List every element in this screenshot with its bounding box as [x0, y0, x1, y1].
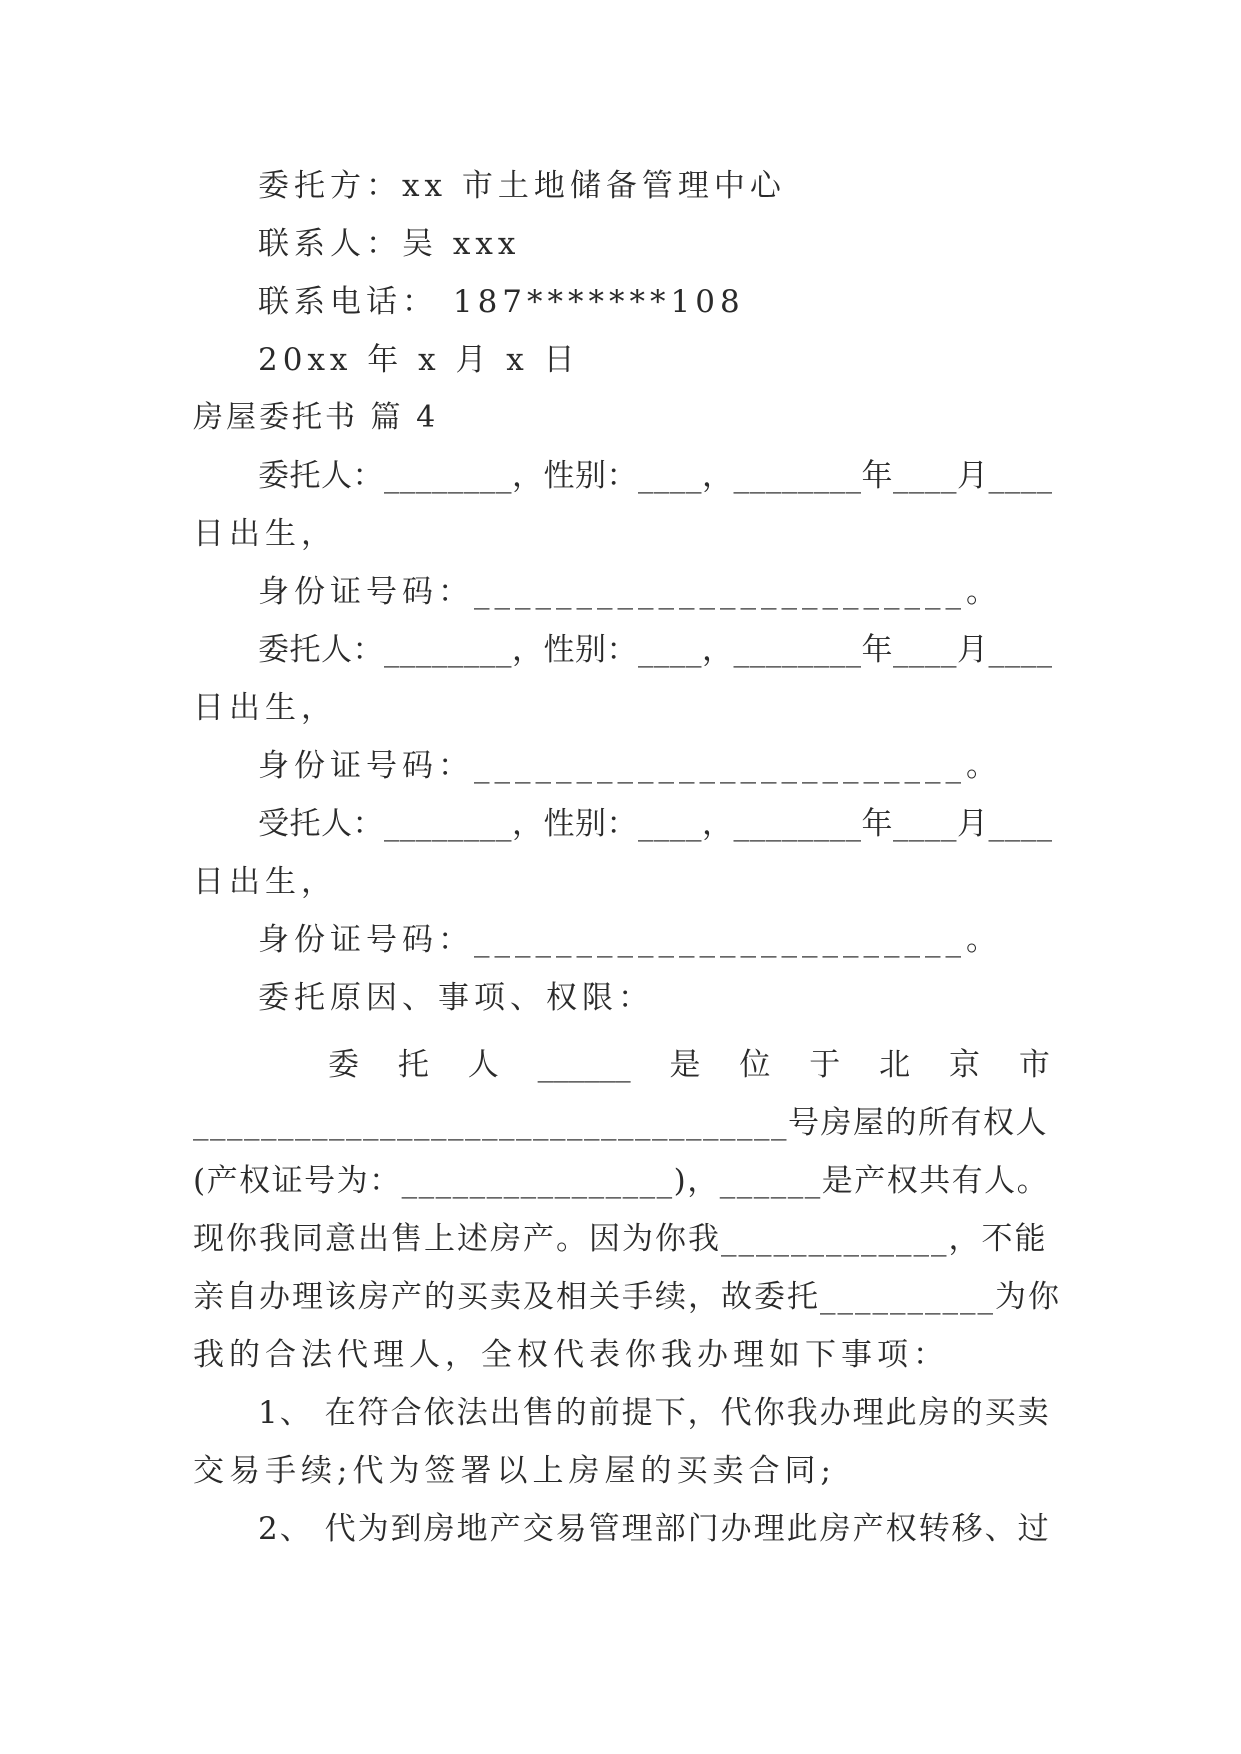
property-line: ___________________________________号房屋的所有权人: [193, 1105, 1048, 1141]
spread-word: 北: [879, 1047, 911, 1083]
reason-heading: 委托原因、事项、权限：: [258, 980, 654, 1016]
body-line: 亲自办理该房产的买卖及相关手续，故委托__________为你: [193, 1279, 1061, 1315]
spread-word: ______: [537, 1047, 631, 1083]
birth-2-line: 日出生，: [193, 690, 337, 726]
date-line: 20xx 年 x 月 x 日: [258, 342, 580, 378]
spread-word: 位: [739, 1047, 771, 1083]
principal-1-line: 委托人：________，性别：____，________年____月____: [258, 458, 1053, 494]
certificate-line: (产权证号为：________________)，______是产权共有人。: [193, 1163, 1050, 1199]
id-number-1-line: 身份证号码：________________________。: [258, 574, 1002, 610]
body-line: 现你我同意出售上述房产。因为你我_____________，不能: [193, 1221, 1048, 1257]
body-line: 我的合法代理人，全权代表你我办理如下事项：: [193, 1337, 949, 1373]
justified-text-line: [328, 1045, 1050, 1085]
principal-2-line: 委托人：________，性别：____，________年____月____: [258, 632, 1053, 668]
spread-word: 是: [669, 1047, 701, 1083]
spread-word: 委: [328, 1047, 359, 1083]
client-line: 委托方：xx 市土地储备管理中心: [258, 168, 786, 204]
contact-person-line: 联系人：吴 xxx: [258, 226, 521, 262]
spread-word: 托: [397, 1047, 429, 1083]
birth-1-line: 日出生，: [193, 516, 337, 552]
spread-word: 人: [467, 1047, 499, 1083]
list-item-1-cont: 交易手续;代为签署以上房屋的买卖合同;: [193, 1453, 836, 1489]
list-item-2: 2、 代为到房地产交易管理部门办理此房产权转移、过: [258, 1511, 1051, 1547]
agent-line: 受托人：________，性别：____，________年____月____: [258, 806, 1053, 842]
id-number-2-line: 身份证号码：________________________。: [258, 748, 1002, 784]
section-title: 房屋委托书 篇 4: [193, 400, 439, 435]
spread-word: 于: [809, 1047, 841, 1083]
contact-phone-line: 联系电话： 187*******108: [258, 284, 745, 320]
list-item-1: 1、 在符合依法出售的前提下，代你我办理此房的买卖: [258, 1395, 1051, 1431]
birth-3-line: 日出生，: [193, 864, 337, 900]
spread-word: 京: [949, 1047, 980, 1083]
spread-word: 市: [1018, 1047, 1050, 1083]
id-number-3-line: 身份证号码：________________________。: [258, 922, 1002, 958]
